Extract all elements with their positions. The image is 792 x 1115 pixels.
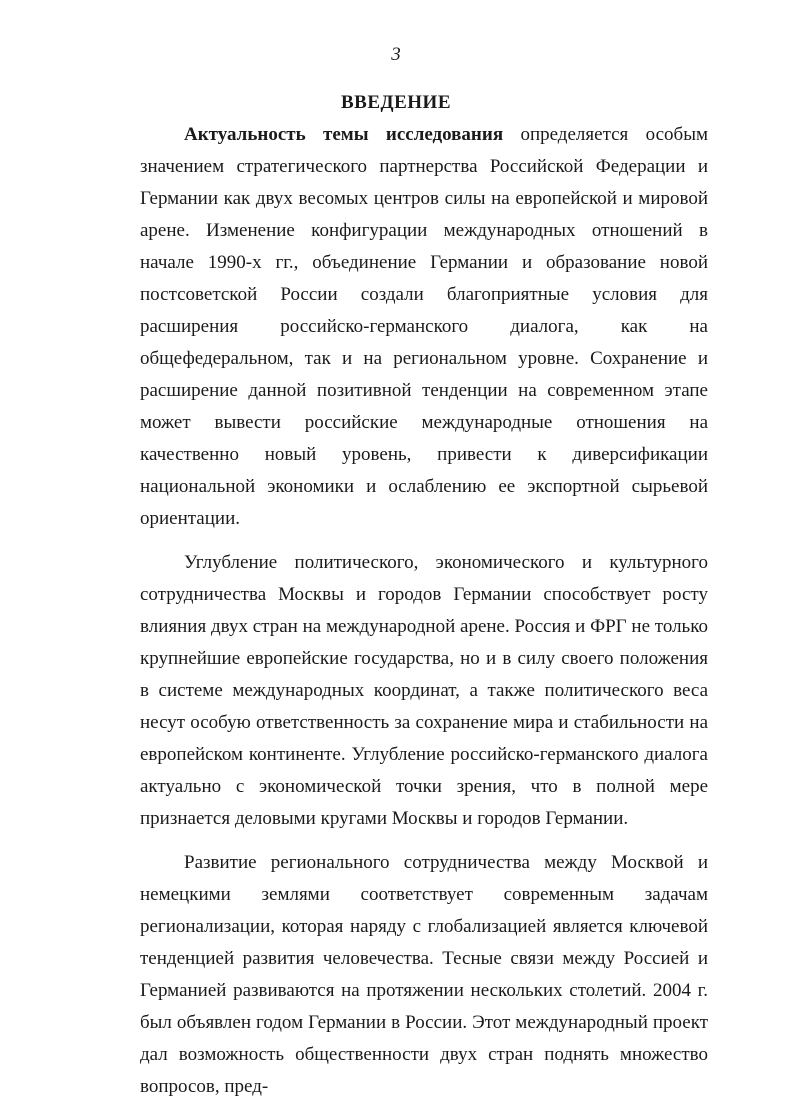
page-number: 3	[391, 44, 401, 65]
paragraph-lead: Актуальность темы исследования	[184, 124, 504, 145]
paragraph-cooperation	[140, 547, 708, 835]
paragraph-text: Углубление политического, экономического и культурного сотрудничества Москвы и городов Германии способствует росту влияния двух стран на международной арене. Россия и ФРГ не только крупнейшие европейские государства, но и в силу своего положения в системе международных координат, а также политического веса несут особую ответственность за сохранение мира и стабильности на европейском континенте. Углубление российско-германского диалога актуально с экономической точки зрения, что в полной мере признается деловыми кругами Москвы и городов Германии.	[140, 552, 708, 829]
section-title: ВВЕДЕНИЕ	[341, 92, 451, 113]
paragraph-relevance	[140, 119, 708, 535]
body-text	[140, 119, 708, 1115]
paragraph-text: Развитие регионального сотрудничества между Москвой и немецкими землями соответствует современным задачам регионализации, которая наряду с глобализацией является ключевой тенденцией развития человечества. Тесные связи между Россией и Германией развиваются на протяжении нескольких столетий. 2004 г. был объявлен годом Германии в России. Этот международный проект дал возможность общественности двух стран поднять множество вопросов, пред-	[140, 852, 708, 1097]
paragraph-text: определяется особым значением стратегического партнерства Российской Федерации и Германии как двух весомых центров силы на европейской и мировой арене. Изменение конфигурации международных отношений в начале 1990-х гг., объединение Германии и образование новой постсоветской России создали благоприятные условия для расширения российско-германского диалога, как на общефедеральном, так и на региональном уровне. Сохранение и расширение данной позитивной тенденции на современном этапе может вывести российские международные отношения на качественно новый уровень, привести к диверсификации национальной экономики и ослаблению ее экспортной сырьевой ориентации.	[140, 124, 708, 529]
paragraph-regional	[140, 847, 708, 1103]
